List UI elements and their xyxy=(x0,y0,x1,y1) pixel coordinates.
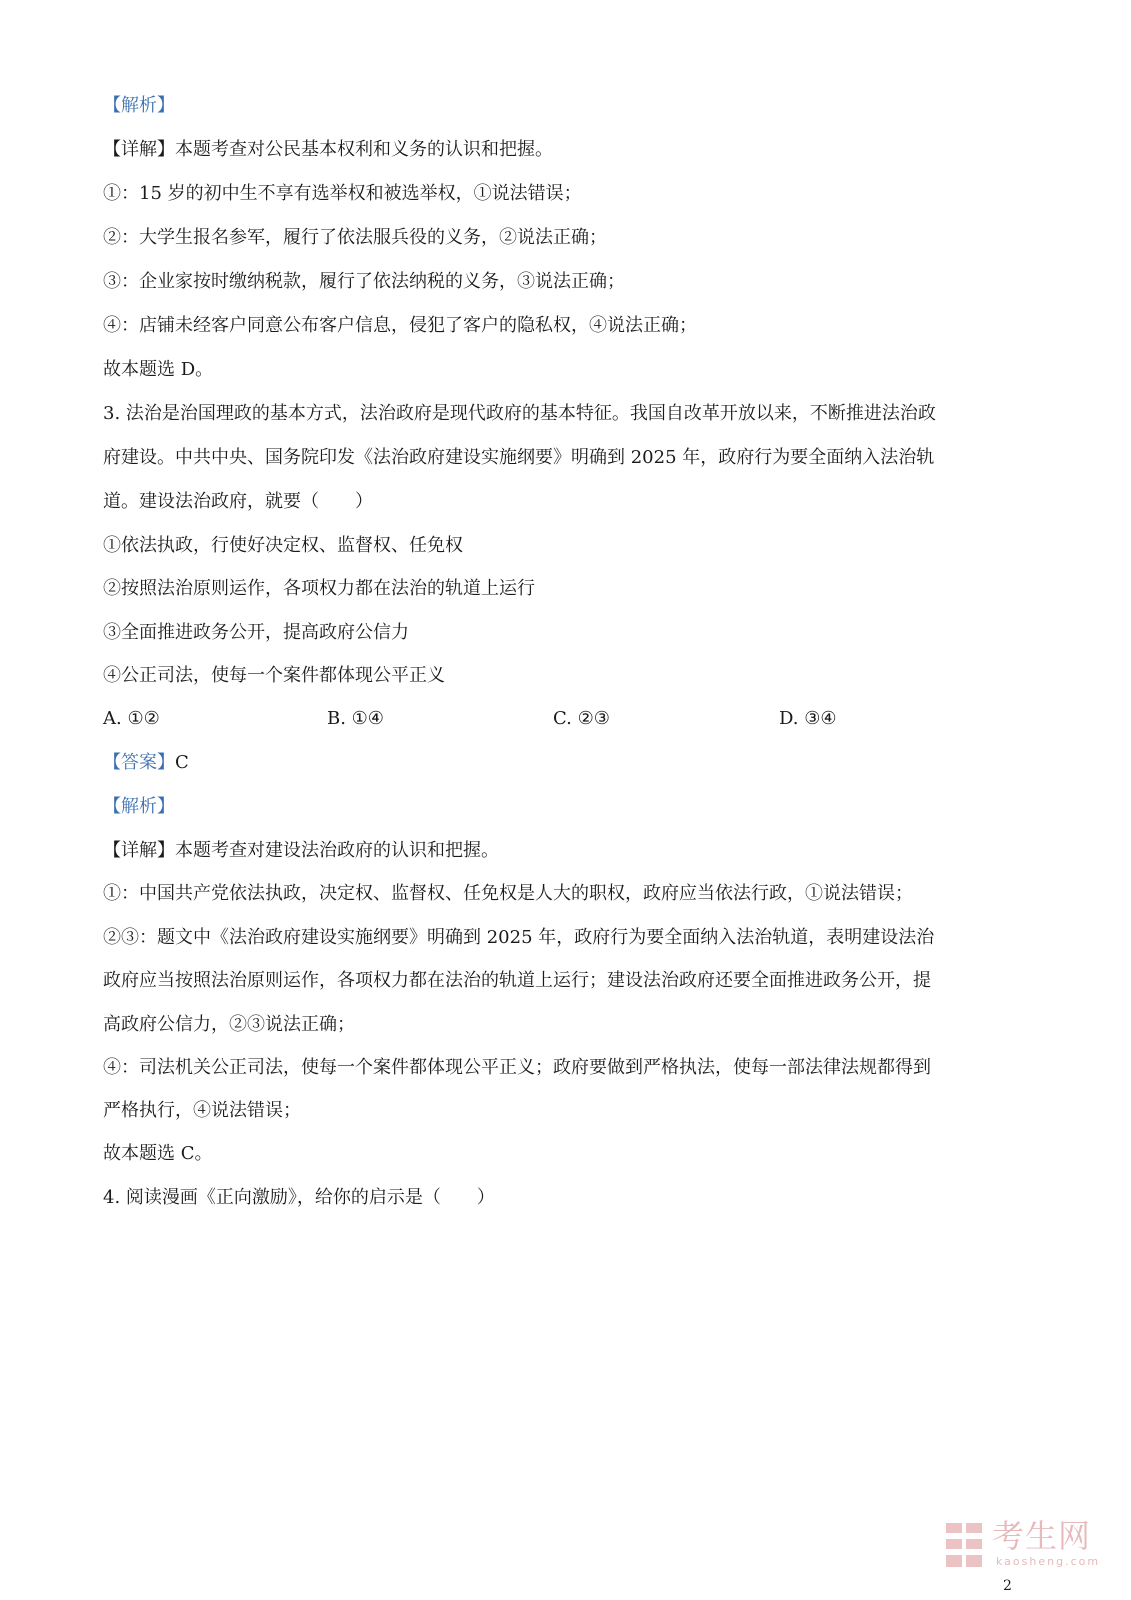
detail-line: 严格执行，④说法错误； xyxy=(103,1100,301,1121)
conclusion-line: 故本题选 C。 xyxy=(103,1143,213,1164)
statement-item: ③全面推进政务公开，提高政府公信力 xyxy=(103,622,409,643)
site-watermark xyxy=(944,1515,1114,1577)
detail-line: ②：大学生报名参军，履行了依法服兵役的义务，②说法正确； xyxy=(103,227,607,248)
detail-line: 【详解】本题考查对公民基本权利和义务的认识和把握。 xyxy=(103,139,553,160)
question-stem: 府建设。中共中央、国务院印发《法治政府建设实施纲要》明确到 2025 年，政府行为要全面纳入法治轨 xyxy=(103,447,935,468)
detail-line: ①：15 岁的初中生不享有选举权和被选举权，①说法错误； xyxy=(103,183,582,204)
analysis-label: 【解析】 xyxy=(103,95,175,116)
question-stem: 3. 法治是治国理政的基本方式，法治政府是现代政府的基本特征。我国自改革开放以来，不断推进法治政 xyxy=(103,403,936,424)
answer-value: C xyxy=(175,752,189,773)
watermark-text: 考生网 xyxy=(992,1517,1092,1555)
question-stem: 4. 阅读漫画《正向激励》，给你的启示是（ ） xyxy=(103,1187,495,1208)
page-number: 2 xyxy=(1003,1578,1012,1594)
statement-item: ②按照法治原则运作，各项权力都在法治的轨道上运行 xyxy=(103,578,535,599)
detail-line: ③：企业家按时缴纳税款，履行了依法纳税的义务，③说法正确； xyxy=(103,271,625,292)
detail-line: 政府应当按照法治原则运作，各项权力都在法治的轨道上运行；建设法治政府还要全面推进政务公开，提 xyxy=(103,970,931,991)
option-c: C. ②③ xyxy=(553,708,610,729)
conclusion-line: 故本题选 D。 xyxy=(103,359,214,380)
watermark-url: kaosheng.com xyxy=(996,1555,1101,1568)
detail-line: ④：司法机关公正司法，使每一个案件都体现公平正义；政府要做到严格执法，使每一部法律法规都得到 xyxy=(103,1057,931,1078)
detail-line: 【详解】本题考查对建设法治政府的认识和把握。 xyxy=(103,840,499,861)
detail-line: ②③：题文中《法治政府建设实施纲要》明确到 2025 年，政府行为要全面纳入法治轨道，表明建设法治 xyxy=(103,927,935,948)
option-a: A. ①② xyxy=(103,708,160,729)
answer-label: 【答案】 xyxy=(103,752,175,773)
statement-item: ①依法执政，行使好决定权、监督权、任免权 xyxy=(103,535,463,556)
detail-line: 高政府公信力，②③说法正确； xyxy=(103,1014,355,1035)
watermark-logo-icon xyxy=(944,1519,984,1571)
detail-line: ①：中国共产党依法执政，决定权、监督权、任免权是人大的职权，政府应当依法行政，①说法错误； xyxy=(103,883,913,904)
option-b: B. ①④ xyxy=(327,708,384,729)
statement-item: ④公正司法，使每一个案件都体现公平正义 xyxy=(103,665,445,686)
answer-line xyxy=(103,752,189,774)
analysis-label: 【解析】 xyxy=(103,796,175,817)
option-d: D. ③④ xyxy=(779,708,837,729)
detail-line: ④：店铺未经客户同意公布客户信息，侵犯了客户的隐私权，④说法正确； xyxy=(103,315,697,336)
question-stem: 道。建设法治政府，就要（ ） xyxy=(103,491,373,512)
